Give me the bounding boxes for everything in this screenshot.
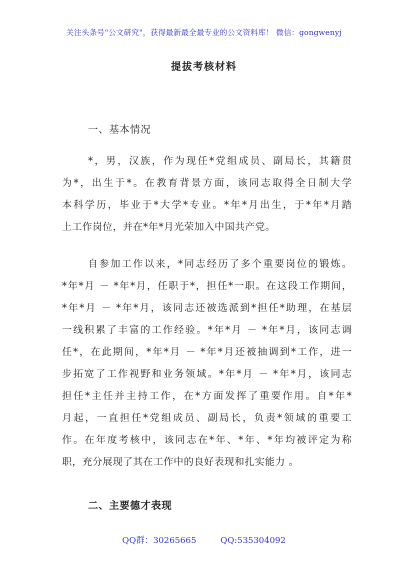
paragraph-line: 为*，出生于*。在教育背景方面，该同志取得全日制大学 [62, 178, 352, 189]
paragraph-line: 职，充分展现了其在工作中的良好表现和扎实能力 。 [62, 457, 299, 468]
footer-qq: QQ:535304092 [220, 536, 286, 546]
footer-contact [0, 534, 408, 546]
paragraph-line: 一线积累了丰富的工作经验。*年*月 － *年*月，该同志调 [62, 325, 352, 336]
paragraph-line: 本科学历，毕业于*大学*专业。*年*月出生，于*年*月踏 [62, 200, 352, 211]
paragraph-line: *年*月 － *年*月，任职于*，担任*一职。在这段工作期间， [62, 281, 352, 292]
footer-qq-group: QQ群：30265665 [122, 536, 197, 546]
section-heading-performance: 二、主要德才表现 [88, 501, 172, 512]
paragraph-line: 担任*主任并主持工作，在*方面发挥了重要作用。自*年* [62, 391, 352, 402]
paragraph-line: *，男，汉族，作为现任*党组成员、副局长，其籍贯 [88, 156, 352, 167]
paragraph-line: 任*，在此期间，*年*月 － *年*月还被抽调到*工作，进一 [62, 347, 352, 358]
paragraph-line: 上工作岗位，并在*年*月光荣加入中国共产党。 [62, 222, 276, 233]
paragraph-line: 步拓宽了工作视野和业务领域。*年*月 － *年*月，该同志 [62, 369, 352, 380]
paragraph-line: 月起，一直担任*党组成员、副局长，负责*领域的重要工 [62, 413, 352, 424]
paragraph-line: 自参加工作以来，*同志经历了多个重要岗位的锻炼。 [88, 259, 352, 270]
header-promo-note: 关注头条号"公文研究"，获得最新最全最专业的公文资料库！ 微信：gongwenyj [66, 28, 342, 37]
section-heading-basic-info: 一、基本情况 [88, 125, 151, 136]
paragraph-line: 作。在年度考核中，该同志在*年、*年、*年均被评定为称 [62, 435, 352, 446]
paragraph-line: *年*月 － *年*月，该同志还被选派到*担任*助理，在基层 [62, 303, 352, 314]
document-title: 提拔考核材料 [171, 62, 237, 73]
